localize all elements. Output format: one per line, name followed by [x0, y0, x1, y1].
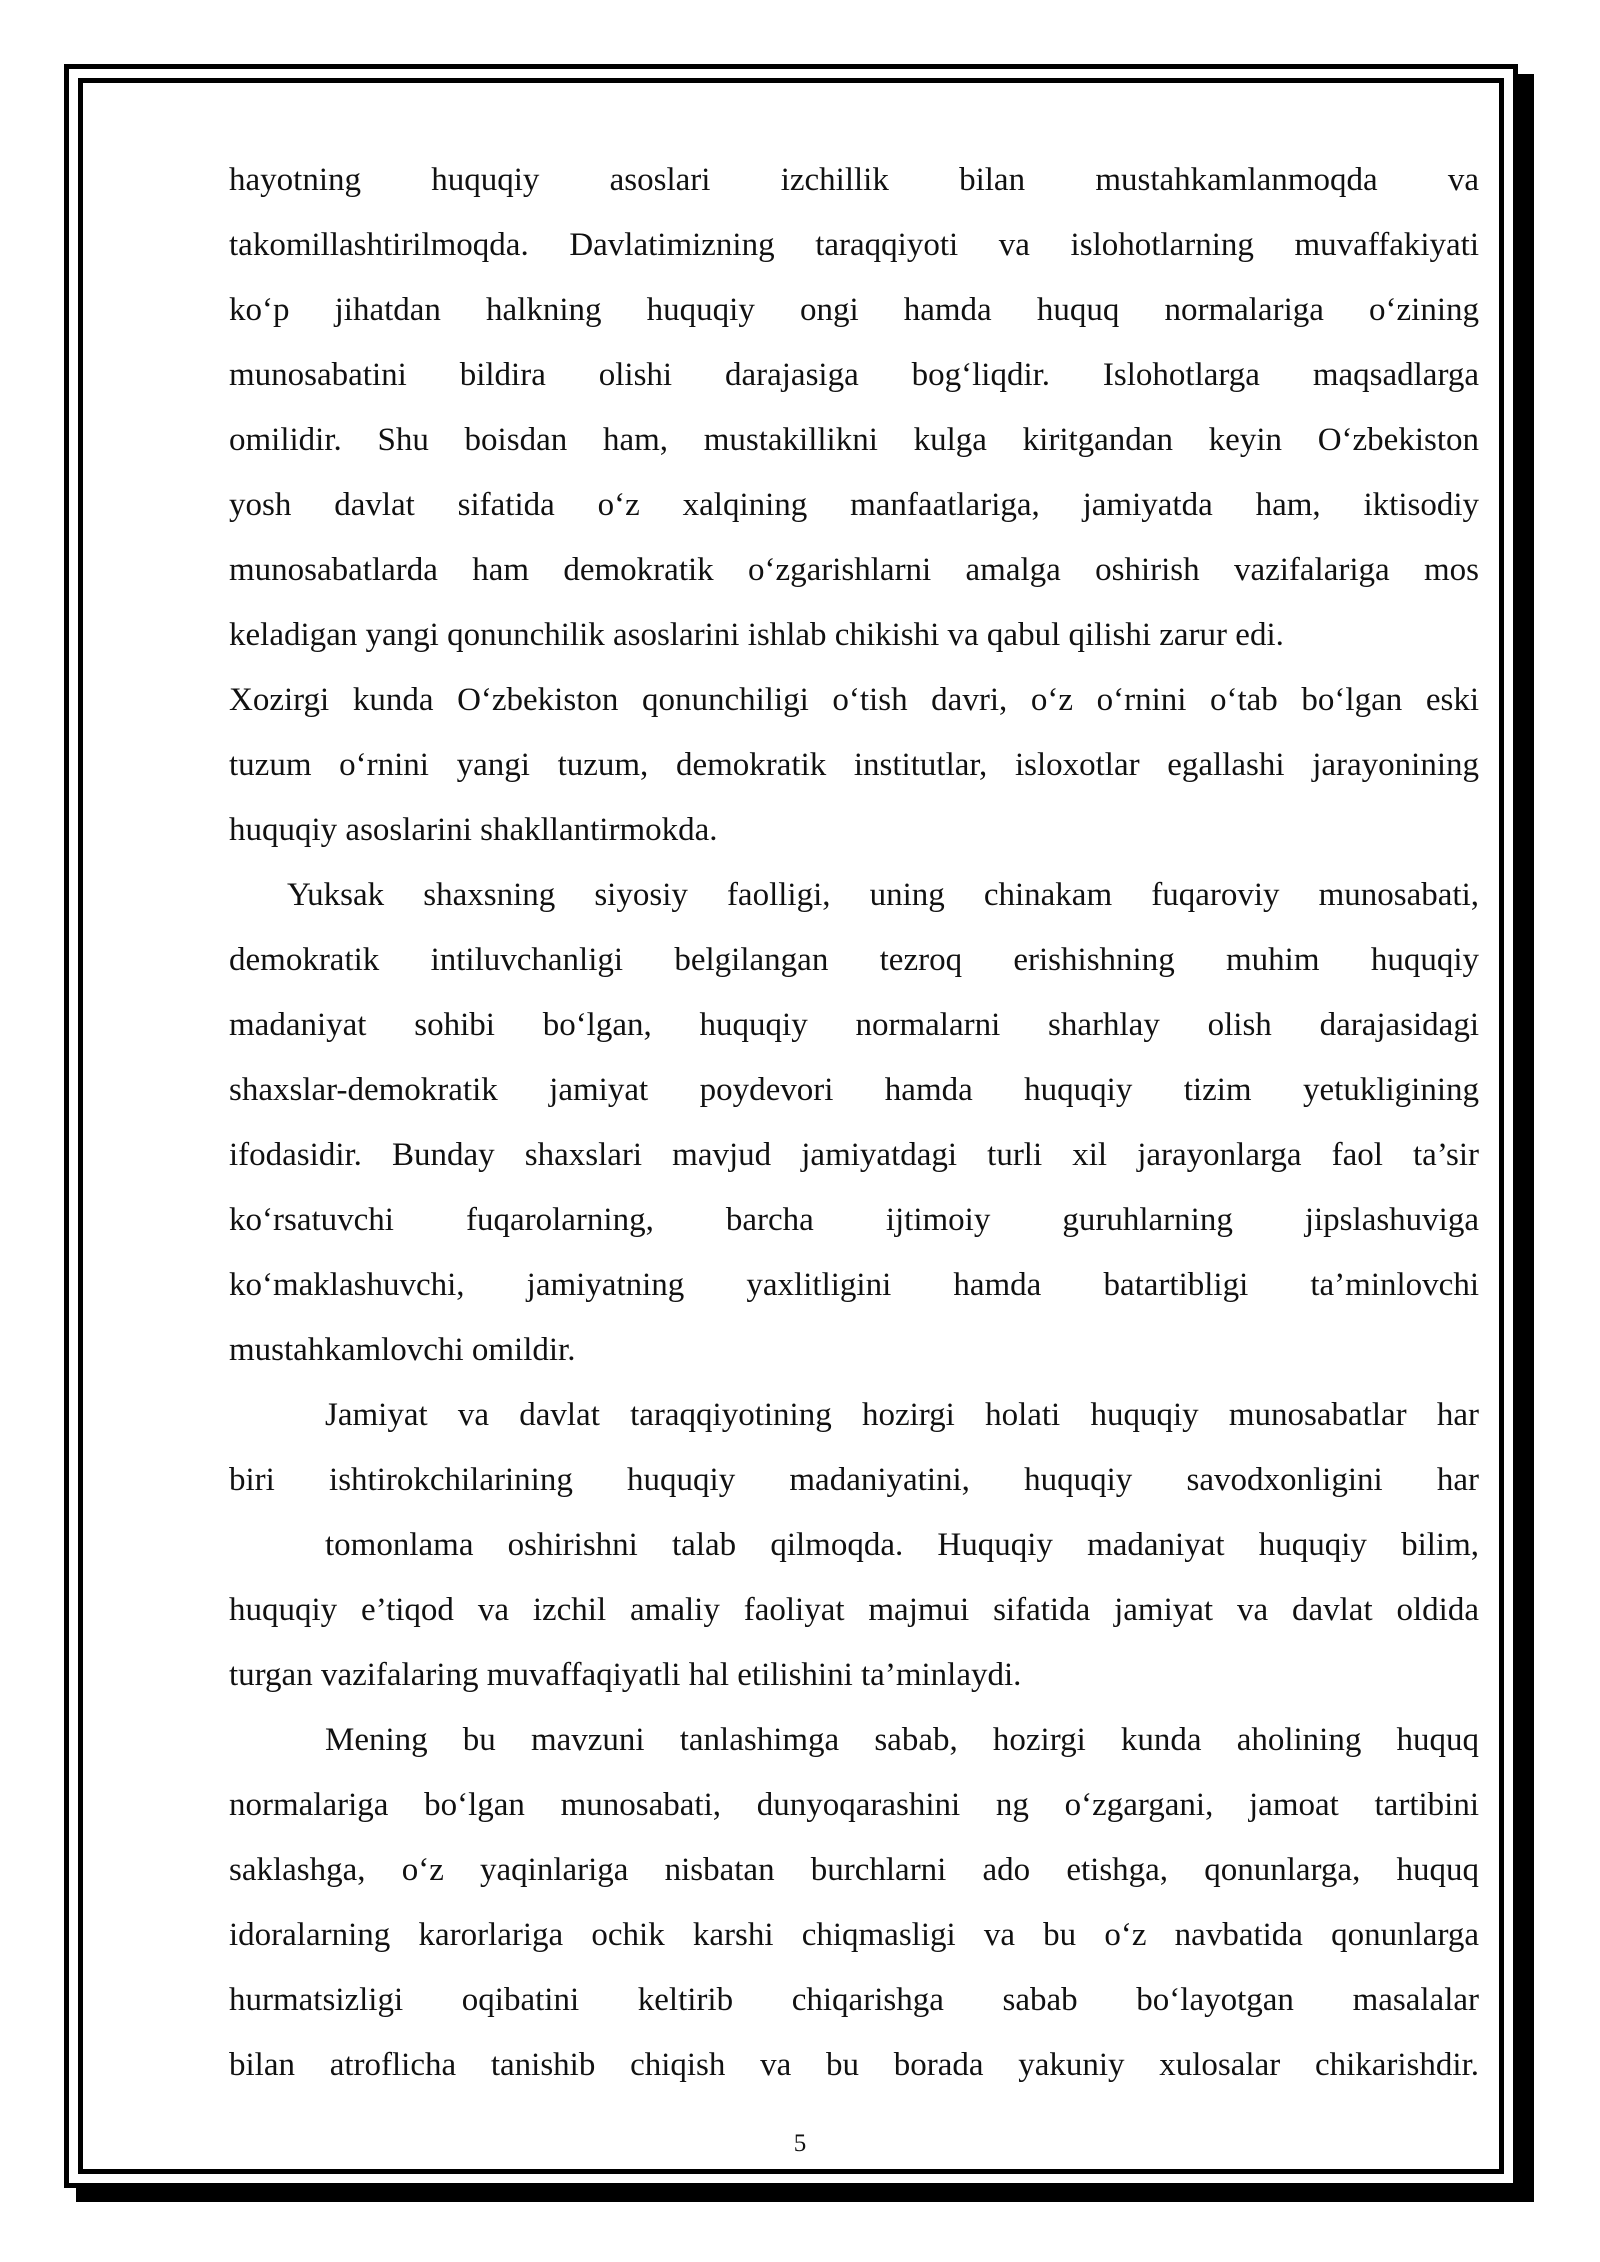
text-line: ifodasidir. Bunday shaxslari mavjud jamiyatdagi turli xil jarayonlarga faol ta’sir [229, 1137, 1479, 1173]
text-line: omilidir. Shu boisdan ham, mustakillikni kulga kiritgandan keyin O‘zbekiston [229, 422, 1479, 458]
paragraph-3 [229, 863, 1479, 1383]
text-line: ko‘maklashuvchi, jamiyatning yaxlitligini hamda batartibligi ta’minlovchi [229, 1267, 1479, 1303]
text-line: tomonlama oshirishni talab qilmoqda. Huquqiy madaniyat huquqiy bilim, [325, 1527, 1479, 1563]
text-line: munosabatini bildira olishi darajasiga bog‘liqdir. Islohotlarga maqsadlarga [229, 357, 1479, 393]
text-line: madaniyat sohibi bo‘lgan, huquqiy normalarni sharhlay olish darajasidagi [229, 1007, 1479, 1043]
text-line: hayotning huquqiy asoslari izchillik bilan mustahkamlanmoqda va [229, 162, 1479, 198]
text-line: bilan atroflicha tanishib chiqish va bu borada yakuniy xulosalar chikarishdir. [229, 2047, 1479, 2083]
text-line: saklashga, o‘z yaqinlariga nisbatan burchlarni ado etishga, qonunlarga, huquq [229, 1852, 1479, 1888]
body-text [229, 148, 1479, 2098]
text-line: hurmatsizligi oqibatini keltirib chiqarishga sabab bo‘layotgan masalalar [229, 1982, 1479, 2018]
text-line: idoralarning karorlariga ochik karshi chiqmasligi va bu o‘z navbatida qonunlarga [229, 1917, 1479, 1953]
text-line: ko‘p jihatdan halkning huquqiy ongi hamda huquq normalariga o‘zining [229, 292, 1479, 328]
page-number: 5 [793, 2130, 807, 2157]
paragraph-2 [229, 668, 1479, 863]
text-line: turgan vazifalaring muvaffaqiyatli hal etilishini ta’minlaydi. [229, 1657, 1022, 1693]
text-line: Xozirgi kunda O‘zbekiston qonunchiligi o‘tish davri, o‘z o‘rnini o‘tab bo‘lgan eski [229, 682, 1479, 718]
text-line: shaxslar-demokratik jamiyat poydevori hamda huquqiy tizim yetukligining [229, 1072, 1479, 1108]
text-line: Jamiyat va davlat taraqqiyotining hozirgi holati huquqiy munosabatlar har [325, 1397, 1479, 1433]
paragraph-4 [229, 1383, 1479, 1708]
text-line: munosabatlarda ham demokratik o‘zgarishlarni amalga oshirish vazifalariga mos [229, 552, 1479, 588]
text-line: yosh davlat sifatida o‘z xalqining manfaatlariga, jamiyatda ham, iktisodiy [229, 487, 1479, 523]
text-line: Mening bu mavzuni tanlashimga sabab, hozirgi kunda aholining huquq [325, 1722, 1479, 1758]
text-line: ko‘rsatuvchi fuqarolarning, barcha ijtimoiy guruhlarning jipslashuviga [229, 1202, 1479, 1238]
text-line: keladigan yangi qonunchilik asoslarini ishlab chikishi va qabul qilishi zarur edi. [229, 617, 1284, 653]
paragraph-1 [229, 148, 1479, 668]
text-line: huquqiy e’tiqod va izchil amaliy faoliyat majmui sifatida jamiyat va davlat oldida [229, 1592, 1479, 1628]
text-line: Yuksak shaxsning siyosiy faolligi, uning chinakam fuqaroviy munosabati, [287, 877, 1479, 913]
text-line: biri ishtirokchilarining huquqiy madaniyatini, huquqiy savodxonligini har [229, 1462, 1479, 1498]
text-line: demokratik intiluvchanligi belgilangan tezroq erishishning muhim huquqiy [229, 942, 1479, 978]
text-line: huquqiy asoslarini shakllantirmokda. [229, 812, 718, 848]
text-line: takomillashtirilmoqda. Davlatimizning taraqqiyoti va islohotlarning muvaffakiyati [229, 227, 1479, 263]
paragraph-5 [229, 1708, 1479, 2098]
text-line: mustahkamlovchi omildir. [229, 1332, 576, 1368]
text-line: normalariga bo‘lgan munosabati, dunyoqarashini ng o‘zgargani, jamoat tartibini [229, 1787, 1479, 1823]
text-line: tuzum o‘rnini yangi tuzum, demokratik institutlar, isloxotlar egallashi jarayonining [229, 747, 1479, 783]
